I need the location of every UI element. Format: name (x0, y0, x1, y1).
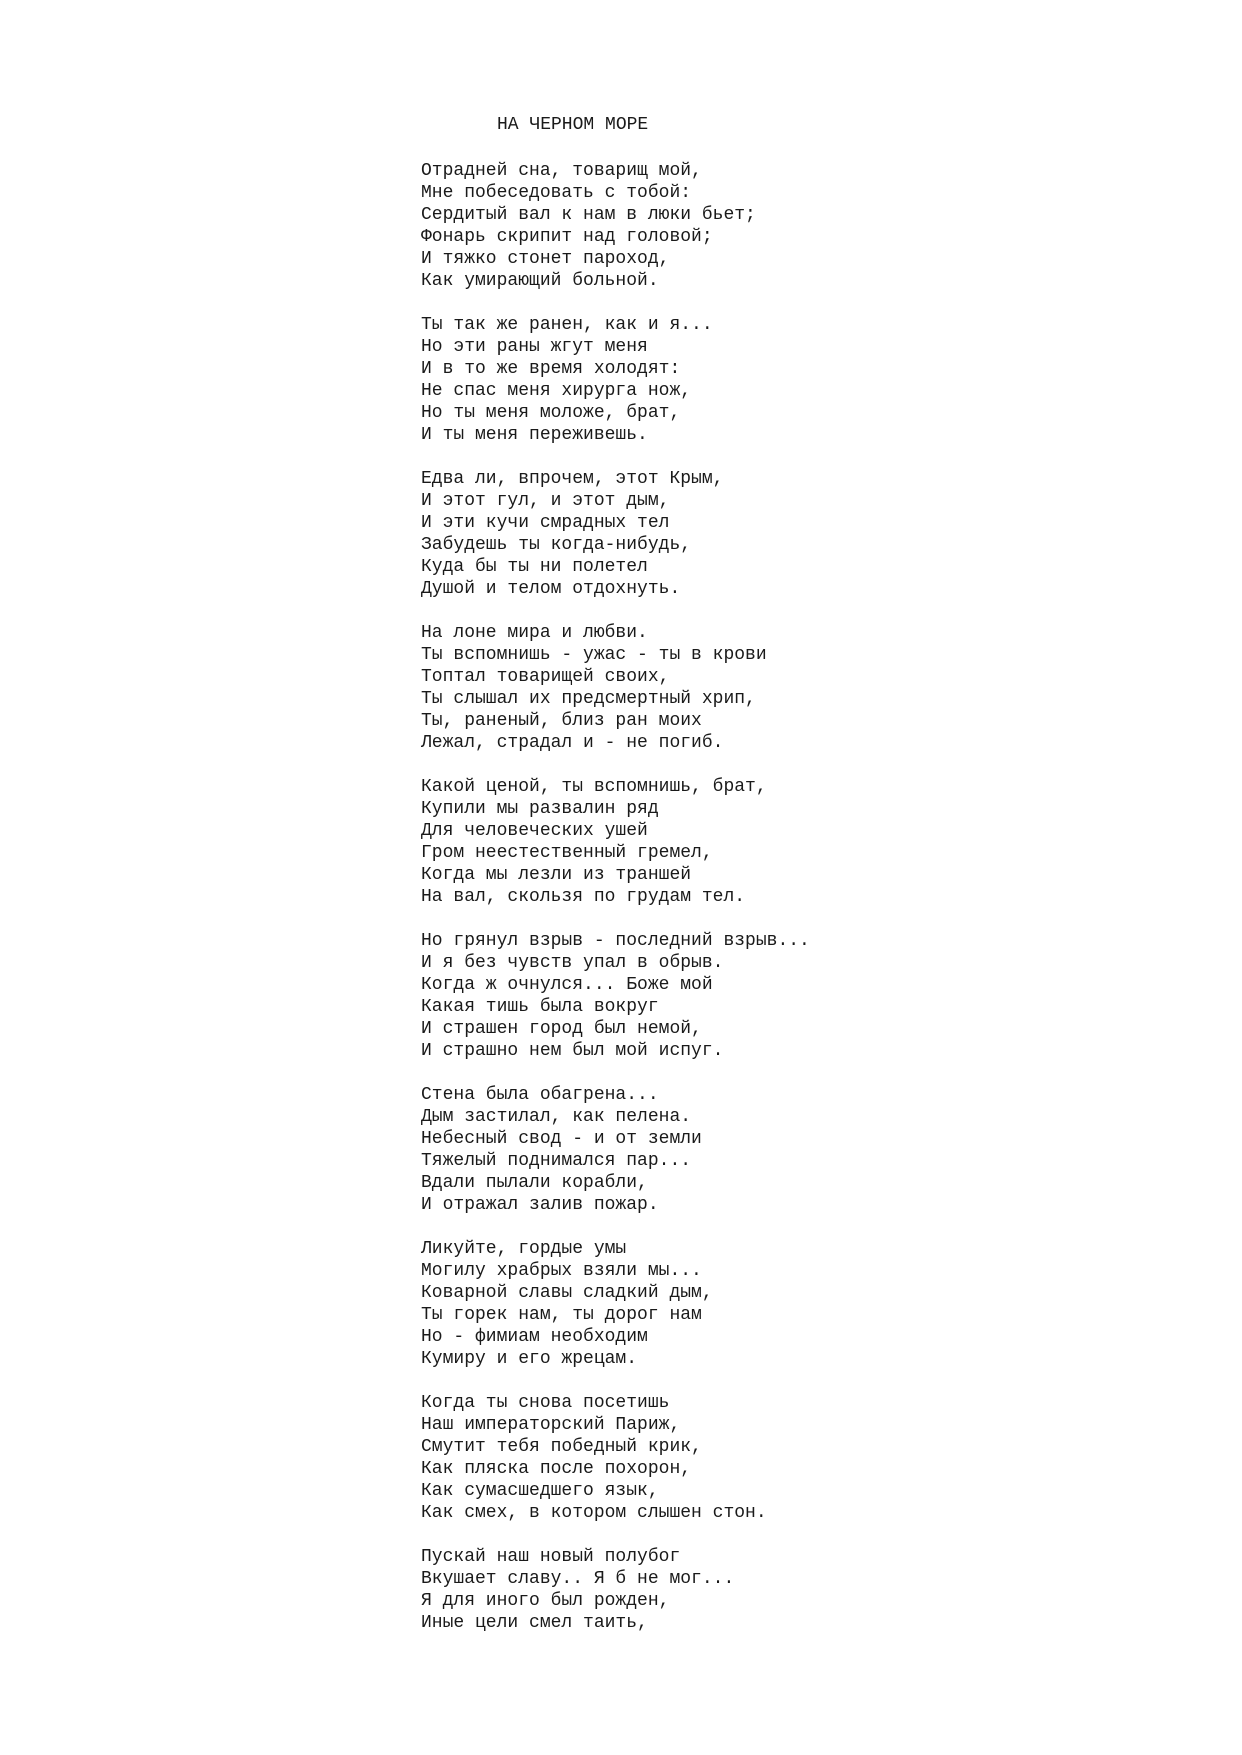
poem-line: Но эти раны жгут меня (421, 337, 648, 357)
stanza (421, 1392, 1221, 1524)
poem-line: Смутит тебя победный крик, (421, 1437, 702, 1457)
poem-line: Забудешь ты когда-нибудь, (421, 535, 692, 555)
stanza (421, 622, 1221, 754)
poem-line: Но - фимиам необходим (421, 1327, 648, 1347)
poem-line: Коварной славы сладкий дым, (421, 1283, 713, 1303)
poem-line: Ты так же ранен, как и я... (421, 315, 713, 335)
poem-line: Лежал, страдал и - не погиб. (421, 733, 724, 753)
poem-line: Стена была обагрена... (421, 1085, 659, 1105)
poem-body (421, 160, 1221, 1656)
poem-line: Вдали пылали корабли, (421, 1173, 648, 1193)
poem-line: Небесный свод - и от земли (421, 1129, 702, 1149)
poem-line: Как смех, в котором слышен стон. (421, 1503, 767, 1523)
poem-line: Вкушает славу.. Я б не мог... (421, 1569, 735, 1589)
poem-line: Но грянул взрыв - последний взрыв... (421, 931, 810, 951)
poem-line: Ты вспомнишь - ужас - ты в крови (421, 645, 767, 665)
poem-line: И отражал залив пожар. (421, 1195, 659, 1215)
poem-line: Когда ж очнулся... Боже мой (421, 975, 713, 995)
poem-line: Ты горек нам, ты дорог нам (421, 1305, 702, 1325)
poem-line: Купили мы развалин ряд (421, 799, 659, 819)
poem-line: И страшно нем был мой испуг. (421, 1041, 724, 1061)
poem-line: Едва ли, впрочем, этот Крым, (421, 469, 724, 489)
stanza (421, 468, 1221, 600)
poem-line: Могилу храбрых взяли мы... (421, 1261, 702, 1281)
poem-line: Как умирающий больной. (421, 271, 659, 291)
poem-line: Наш императорский Париж, (421, 1415, 681, 1435)
stanza (421, 1546, 1221, 1634)
poem-line: Пускай наш новый полубог (421, 1547, 681, 1567)
poem-line: Какой ценой, ты вспомнишь, брат, (421, 777, 767, 797)
stanza (421, 776, 1221, 908)
poem-line: И я без чувств упал в обрыв. (421, 953, 724, 973)
poem-line: Как сумасшедшего язык, (421, 1481, 659, 1501)
poem-line: Я для иного был рожден, (421, 1591, 670, 1611)
poem-line: Отрадней сна, товарищ мой, (421, 161, 702, 181)
poem-line: Сердитый вал к нам в люки бьет; (421, 205, 756, 225)
poem-line: Ты слышал их предсмертный хрип, (421, 689, 756, 709)
poem-line: Когда мы лезли из траншей (421, 865, 692, 885)
poem-line: И эти кучи смрадных тел (421, 513, 670, 533)
poem-line: Дым застилал, как пелена. (421, 1107, 692, 1127)
stanza (421, 1238, 1221, 1370)
poem-line: Тяжелый поднимался пар... (421, 1151, 692, 1171)
poem-title: НА ЧЕРНОМ МОРЕ (497, 115, 649, 135)
poem-line: Когда ты снова посетишь (421, 1393, 670, 1413)
poem-line: Мне побеседовать с тобой: (421, 183, 692, 203)
poem-line: Но ты меня моложе, брат, (421, 403, 681, 423)
stanza (421, 930, 1221, 1062)
poem-line: Душой и телом отдохнуть. (421, 579, 681, 599)
poem-line: И страшен город был немой, (421, 1019, 702, 1039)
poem-line: Ликуйте, гордые умы (421, 1239, 627, 1259)
stanza (421, 314, 1221, 446)
poem-line: Кумиру и его жрецам. (421, 1349, 638, 1369)
poem-line: Ты, раненый, близ ран моих (421, 711, 702, 731)
stanza (421, 1084, 1221, 1216)
poem-line: Какая тишь была вокруг (421, 997, 659, 1017)
poem-line: И ты меня переживешь. (421, 425, 648, 445)
poem-line: Не спас меня хирурга нож, (421, 381, 692, 401)
stanza (421, 160, 1221, 292)
poem-line: Топтал товарищей своих, (421, 667, 670, 687)
poem-line: На вал, скользя по грудам тел. (421, 887, 746, 907)
poem-line: Иные цели смел таить, (421, 1613, 648, 1633)
poem-line: И тяжко стонет пароход, (421, 249, 670, 269)
poem-line: Для человеческих ушей (421, 821, 648, 841)
poem-line: И в то же время холодят: (421, 359, 681, 379)
poem-line: Куда бы ты ни полетел (421, 557, 648, 577)
poem-line: На лоне мира и любви. (421, 623, 648, 643)
poem-line: И этот гул, и этот дым, (421, 491, 670, 511)
poem-line: Фонарь скрипит над головой; (421, 227, 713, 247)
poem-line: Гром неестественный гремел, (421, 843, 713, 863)
poem-line: Как пляска после похорон, (421, 1459, 692, 1479)
